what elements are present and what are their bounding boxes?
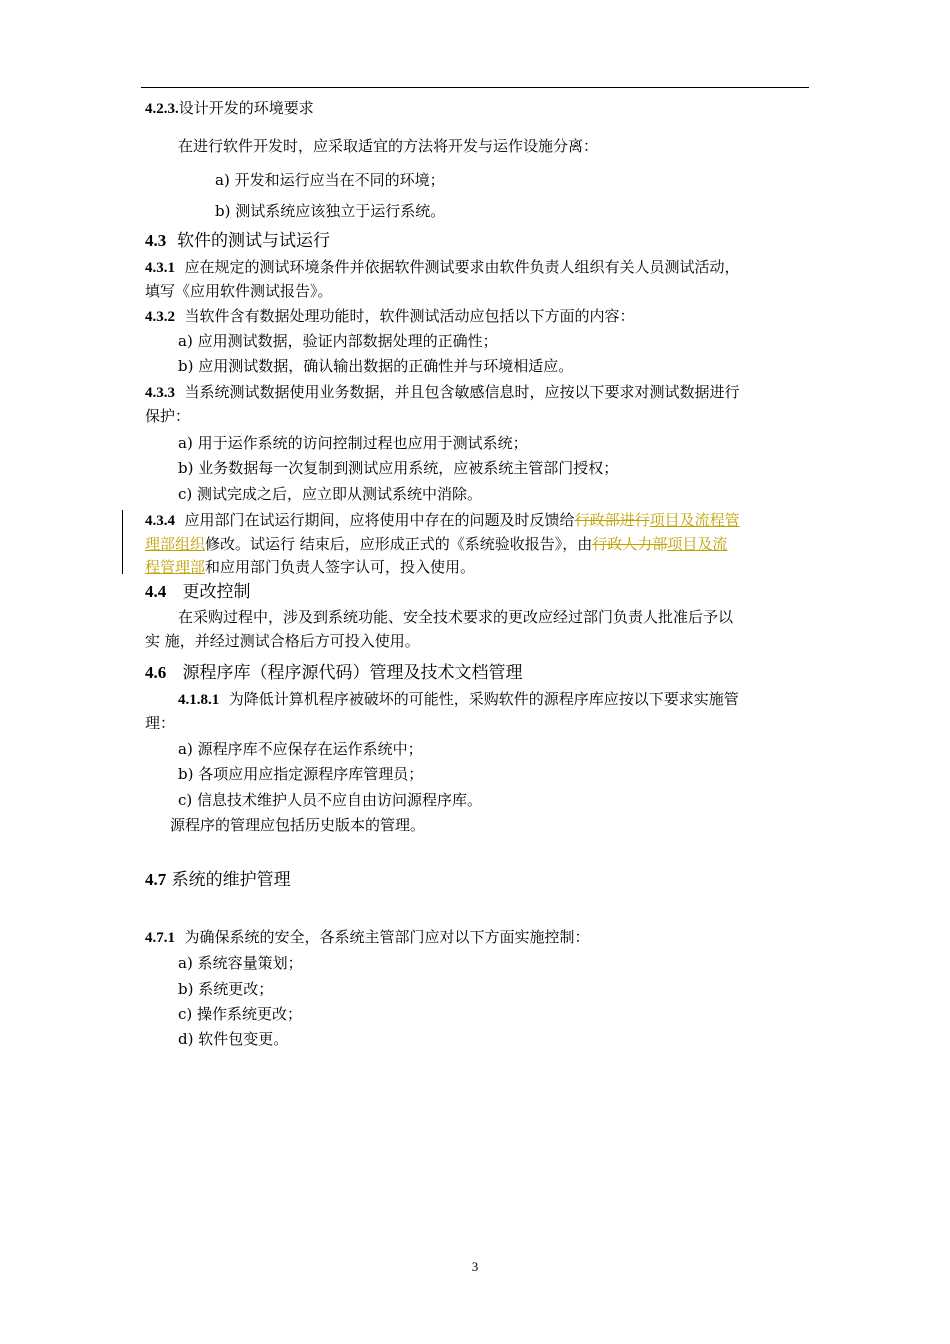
- para-text: 应用部门在试运行期间，应将使用中存在的问题及时反馈给: [184, 511, 575, 529]
- section-number: 4.3: [145, 231, 167, 250]
- para-4-1-8-1-line1: [178, 689, 739, 710]
- paragraph-env: 在进行软件开发时，应采取适宜的方法将开发与运作设施分离：: [178, 137, 599, 155]
- inserted-text: 项目及流: [667, 535, 728, 553]
- section-title: 更改控制: [182, 582, 251, 602]
- heading-4-2-3: [145, 98, 314, 119]
- section-number: 4.3.2: [145, 309, 175, 325]
- para-text: 应在规定的测试环境条件并依据软件测试要求由软件负责人组织有关人员测试活动，: [184, 258, 740, 276]
- section-number: 4.3.3: [145, 385, 175, 401]
- deleted-text: 行政人力部: [592, 535, 668, 553]
- heading-4-6: [145, 663, 522, 683]
- list-item: d) 软件包变更。: [178, 1030, 289, 1048]
- para-4-4-line2: 实 施，并经过测试合格后方可投入使用。: [145, 632, 420, 650]
- list-item: c) 测试完成之后，应立即从测试系统中消除。: [178, 485, 483, 503]
- para-4-3-1-line2: 填写《应用软件测试报告》。: [145, 282, 333, 300]
- header-rule: [141, 87, 809, 88]
- list-item: a) 源程序库不应保存在运作系统中；: [178, 740, 423, 758]
- list-item: b) 各项应用应指定源程序库管理员；: [178, 765, 424, 783]
- heading-4-3: [145, 231, 330, 251]
- para-4-3-3-line1: [145, 382, 740, 403]
- para-4-3-4-line1: [145, 510, 740, 531]
- section-number: 4.3.1: [145, 260, 175, 276]
- list-item: a) 开发和运行应当在不同的环境；: [215, 171, 445, 189]
- list-item: c) 操作系统更改；: [178, 1005, 303, 1023]
- para-4-3-2: [145, 306, 635, 327]
- list-item: a) 用于运作系统的访问控制过程也应用于测试系统；: [178, 434, 528, 452]
- section-title: 设计开发的环境要求: [178, 99, 314, 117]
- para-4-3-3-line2: 保护：: [145, 407, 191, 425]
- para-4-3-4-line2: [145, 534, 727, 554]
- inserted-text: 程管理部: [145, 558, 206, 576]
- para-4-7-1: [145, 927, 590, 948]
- para-text: 当软件含有数据处理功能时，软件测试活动应包括以下方面的内容：: [184, 307, 635, 325]
- section-title: 软件的测试与试运行: [177, 231, 331, 251]
- list-item: b) 业务数据每一次复制到测试应用系统，应被系统主管部门授权；: [178, 459, 619, 477]
- paragraph-source-history: 源程序的管理应包括历史版本的管理。: [170, 816, 426, 834]
- para-4-4-line1: 在采购过程中，涉及到系统功能、安全技术要求的更改应经过部门负责人批准后予以: [178, 608, 734, 626]
- list-item: b) 应用测试数据，确认输出数据的正确性并与环境相适应。: [178, 357, 574, 375]
- list-item: a) 应用测试数据，验证内部数据处理的正确性；: [178, 332, 498, 350]
- change-bar: [122, 510, 123, 574]
- section-number: 4.6: [145, 663, 167, 682]
- deleted-text: 行政部进行: [574, 511, 650, 529]
- page-number: 3: [471, 1259, 479, 1274]
- section-number: 4.4: [145, 582, 167, 601]
- list-item: b) 测试系统应该独立于运行系统。: [215, 202, 446, 220]
- section-number: 4.7: [145, 870, 167, 889]
- section-number: 4.7.1: [145, 930, 175, 946]
- list-item: b) 系统更改；: [178, 980, 274, 998]
- list-item: a) 系统容量策划；: [178, 954, 303, 972]
- para-4-3-4-line3: [145, 557, 475, 577]
- para-4-1-8-1-line2: 理：: [145, 714, 176, 732]
- para-text: 修改。试运行 结束后，应形成正式的《系统验收报告》，由: [205, 535, 593, 553]
- para-text: 和应用部门负责人签字认可，投入使用。: [205, 558, 476, 576]
- heading-4-7: [145, 870, 291, 890]
- inserted-text: 项目及流程管: [649, 511, 740, 529]
- para-text: 为降低计算机程序被破坏的可能性，采购软件的源程序库应按以下要求实施管: [228, 690, 739, 708]
- para-text: 为确保系统的安全，各系统主管部门应对以下方面实施控制：: [184, 928, 590, 946]
- section-number: 4.3.4: [145, 513, 175, 529]
- para-4-3-1-line1: [145, 257, 740, 278]
- list-item: c) 信息技术维护人员不应自由访问源程序库。: [178, 791, 483, 809]
- section-number: 4.2.3.: [145, 101, 179, 117]
- inserted-text: 理部组织: [145, 535, 206, 553]
- section-title: 源程序库（程序源代码）管理及技术文档管理: [182, 663, 523, 683]
- para-text: 当系统测试数据使用业务数据，并且包含敏感信息时，应按以下要求对测试数据进行: [184, 383, 740, 401]
- heading-4-4: [145, 582, 250, 602]
- section-number: 4.1.8.1: [178, 692, 220, 708]
- section-title: 系统的维护管理: [171, 870, 291, 890]
